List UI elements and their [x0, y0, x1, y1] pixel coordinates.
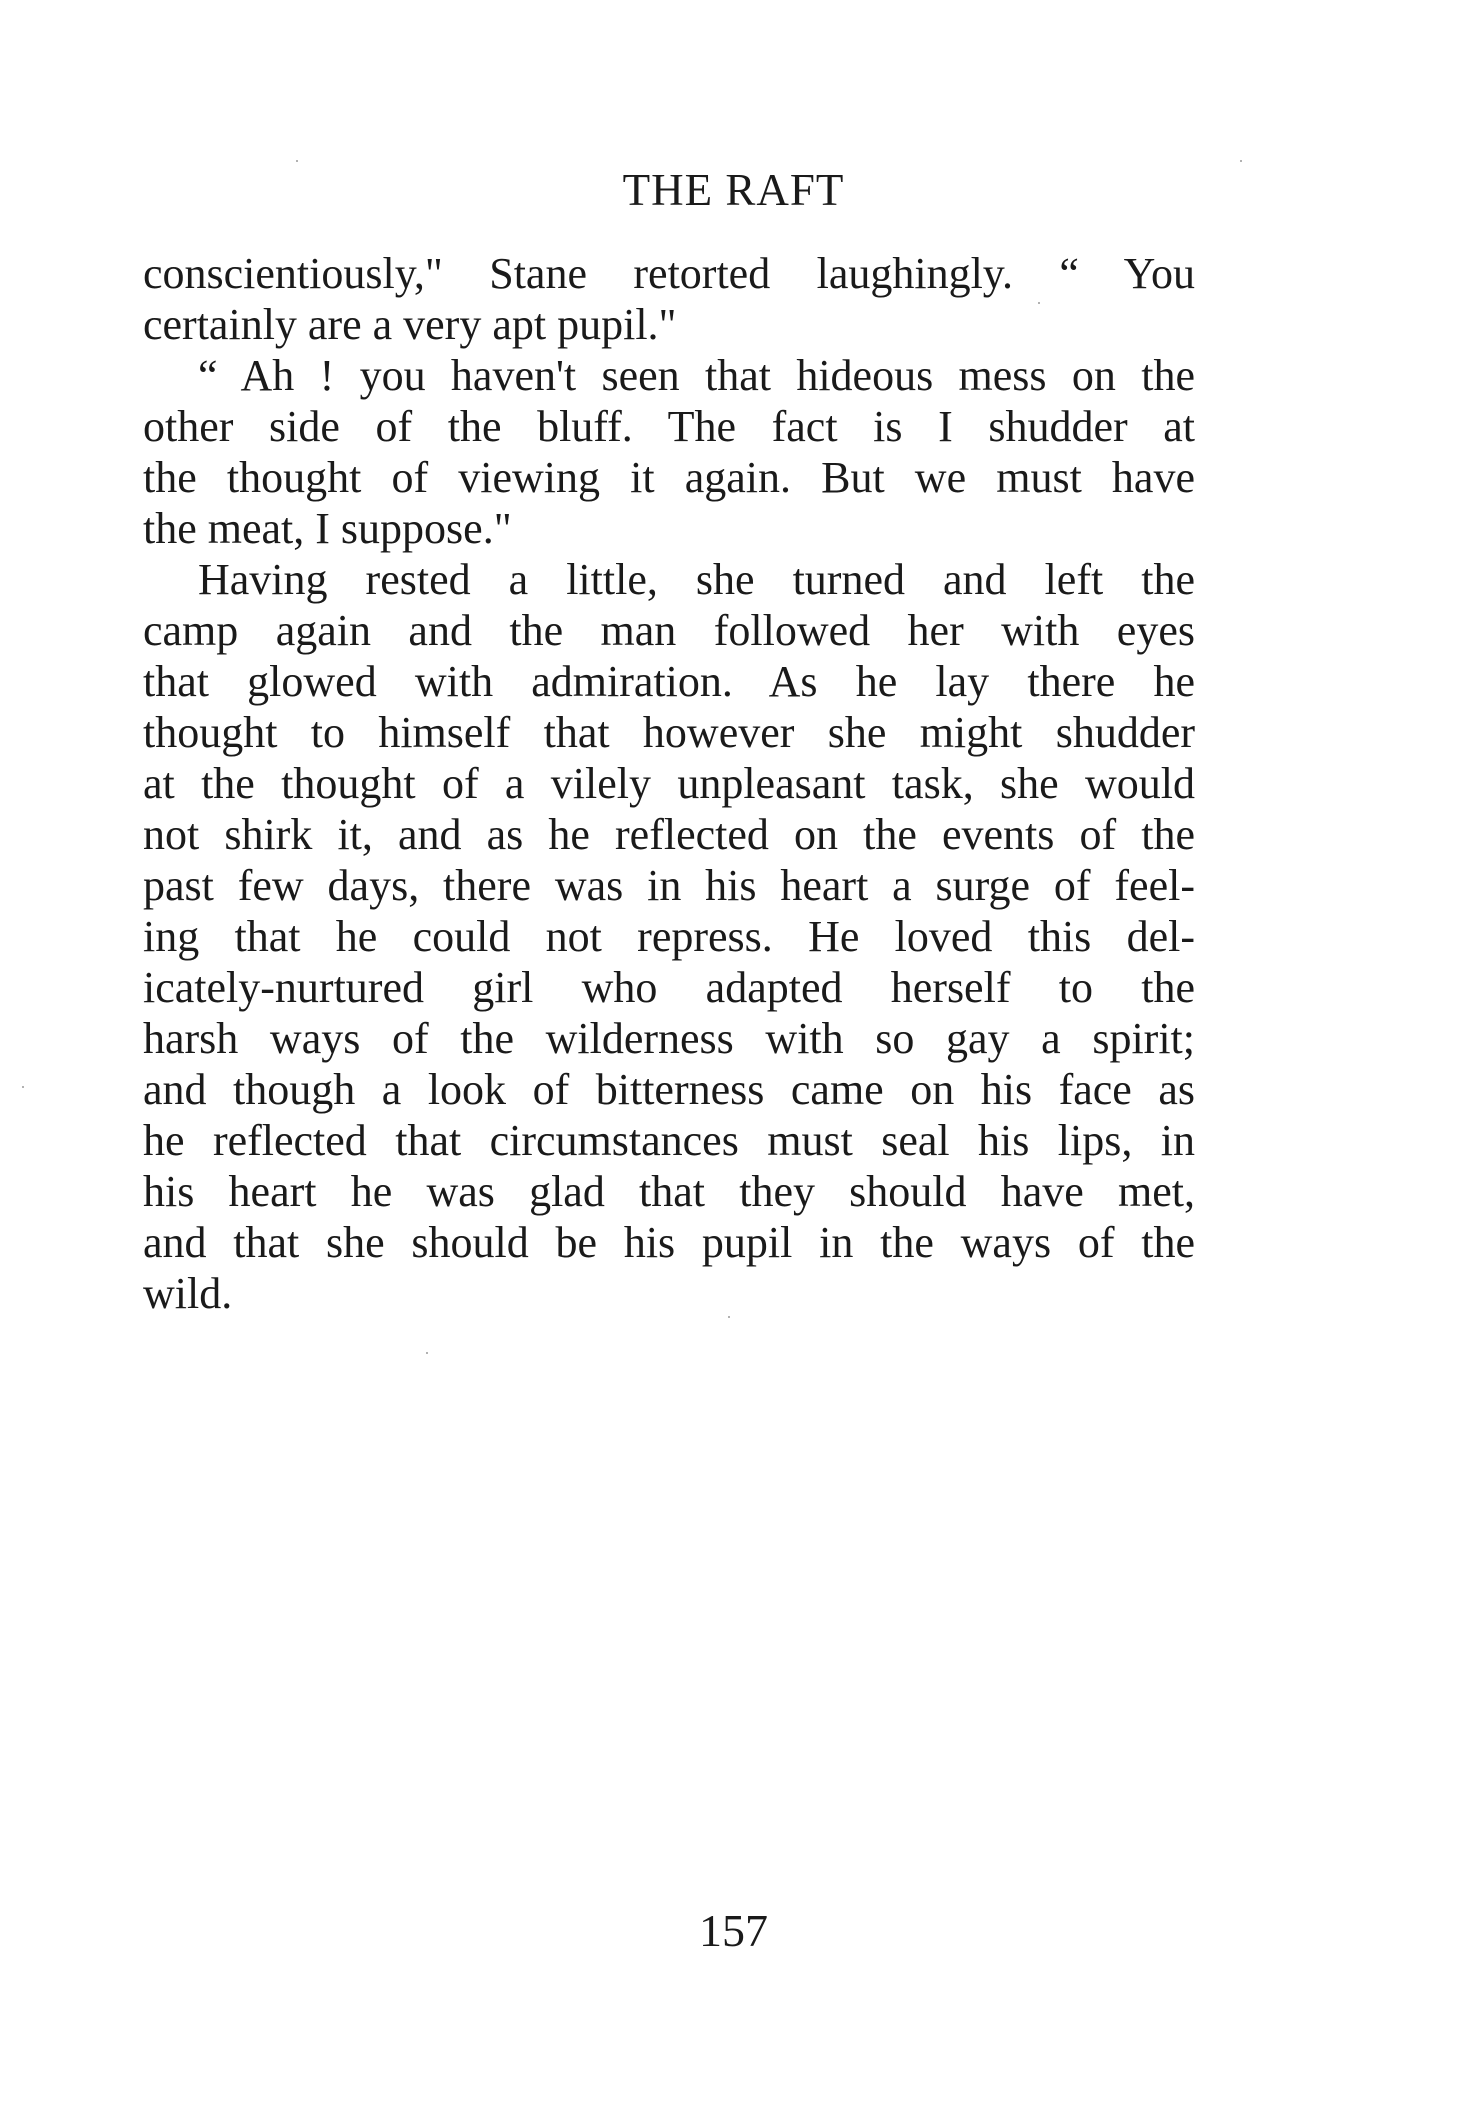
text-line: the thought of viewing it again. But we must have: [143, 453, 1195, 502]
text-line: Having rested a little, she turned and left the: [198, 555, 1195, 604]
text-line: his heart he was glad that they should have met,: [143, 1167, 1195, 1216]
text-line: wild.: [143, 1269, 233, 1318]
text-line: past few days, there was in his heart a surge of feel-: [143, 861, 1195, 910]
text-line: at the thought of a vilely unpleasant task, she would: [143, 759, 1195, 808]
paper-speck: [1038, 302, 1040, 304]
text-line: “ Ah ! you haven't seen that hideous mess on the: [198, 351, 1195, 400]
text-line: thought to himself that however she might shudder: [143, 708, 1195, 757]
text-line: icately-nurtured girl who adapted herself to the: [143, 963, 1195, 1012]
paper-speck: [1240, 160, 1242, 162]
text-line: not shirk it, and as he reflected on the events of the: [143, 810, 1195, 859]
text-line: harsh ways of the wilderness with so gay a spirit;: [143, 1014, 1195, 1063]
paper-speck: [22, 1086, 24, 1088]
body-text: [143, 248, 1195, 1319]
page-number: 157: [699, 1905, 768, 1956]
text-line: and though a look of bitterness came on his face as: [143, 1065, 1195, 1114]
paper-speck: [728, 1316, 730, 1318]
text-line: conscientiously," Stane retorted laughingly. “ You: [143, 249, 1195, 298]
text-line: the meat, I suppose.": [143, 504, 512, 553]
text-line: that glowed with admiration. As he lay there he: [143, 657, 1195, 706]
paper-speck: [296, 160, 298, 162]
text-line: and that she should be his pupil in the ways of the: [143, 1218, 1195, 1267]
text-line: ing that he could not repress. He loved this del-: [143, 912, 1195, 961]
running-head: THE RAFT: [622, 165, 845, 215]
text-line: certainly are a very apt pupil.": [143, 300, 677, 349]
paper-speck: [426, 1352, 428, 1354]
text-line: he reflected that circumstances must seal his lips, in: [143, 1116, 1195, 1165]
text-line: camp again and the man followed her with eyes: [143, 606, 1195, 655]
text-line: other side of the bluff. The fact is I shudder at: [143, 402, 1195, 451]
